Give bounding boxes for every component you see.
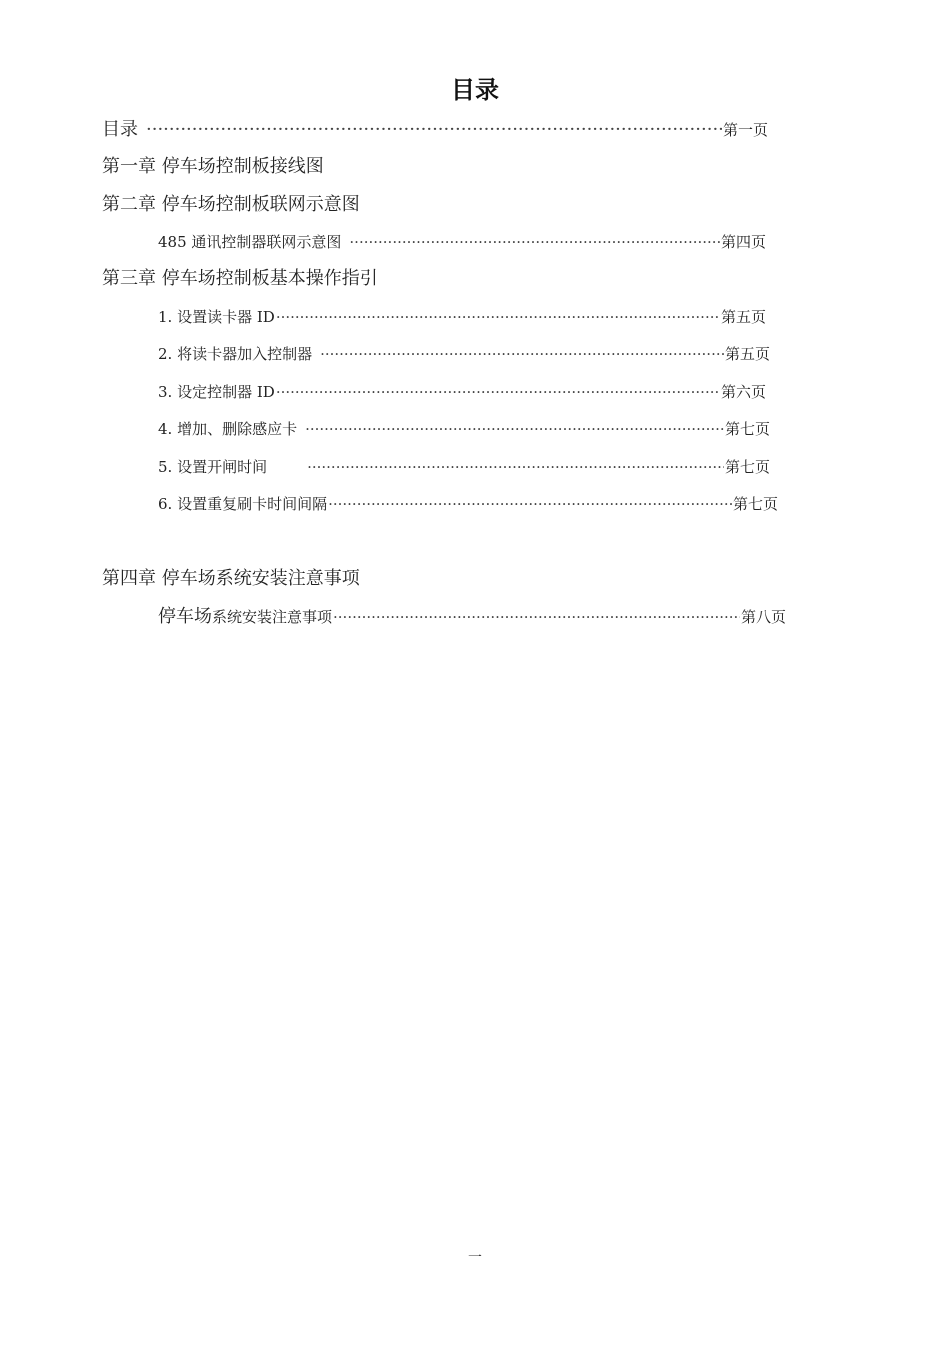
page-title: 目录 [451,76,499,104]
toc-entry-page: 第七页 [732,495,778,513]
toc-entry-page: 第八页 [740,608,786,626]
toc-entry-label: 485 通讯控制器联网示意图 [158,233,342,251]
toc-entry-repeat-swipe-interval[interactable] [158,492,778,516]
dot-leader [349,230,720,254]
toc-entry-485-network[interactable] [158,230,766,254]
dot-leader [307,455,724,479]
toc-entry-label-large: 停车场 [158,606,212,627]
toc-entry-page: 第七页 [724,458,770,476]
toc-chapter-4[interactable]: 第四章 停车场系统安装注意事项 [102,568,360,589]
toc-entry-label [158,605,332,629]
toc-entry-page: 第五页 [724,345,770,363]
dot-leader [320,342,724,366]
toc-entry-label-small: 系统安装注意事项 [212,608,333,626]
dot-leader [305,417,724,441]
page-number-footer: 一 [468,1250,482,1266]
toc-entry-page: 第四页 [720,233,766,251]
toc-entry-label: 6. 设置重复刷卡时间间隔 [158,495,328,513]
toc-entry-page: 第七页 [724,420,770,438]
toc-entry-gate-open-time[interactable] [158,455,770,479]
toc-entry-add-reader[interactable] [158,342,770,366]
toc-entry-label: 3. 设定控制器 ID [158,383,275,401]
toc-entry-label: 2. 将读卡器加入控制器 [158,345,313,363]
dot-leader [333,605,740,629]
toc-chapter-1[interactable]: 第一章 停车场控制板接线图 [102,156,324,177]
toc-entry-add-delete-card[interactable] [158,417,770,441]
toc-entry-label: 4. 增加、删除感应卡 [158,420,298,438]
toc-entry-page: 第一页 [722,121,768,139]
toc-entry-label: 1. 设置读卡器 ID [158,308,275,326]
toc-chapter-3[interactable]: 第三章 停车场控制板基本操作指引 [102,268,378,289]
toc-entry-set-controller-id[interactable] [158,380,766,404]
toc-entry-install-notes[interactable] [158,605,786,629]
toc-entry-label: 目录 [102,119,138,140]
toc-entry-label: 5. 设置开闸时间 [158,458,268,476]
dot-leader [276,380,720,404]
dot-leader [328,492,732,516]
toc-entry-page: 第六页 [720,383,766,401]
toc-entry-page: 第五页 [720,308,766,326]
toc-entry-contents[interactable] [102,118,768,142]
dot-leader [276,305,720,329]
toc-entry-set-reader-id[interactable] [158,305,766,329]
dot-leader [146,118,722,142]
toc-chapter-2[interactable]: 第二章 停车场控制板联网示意图 [102,194,360,215]
